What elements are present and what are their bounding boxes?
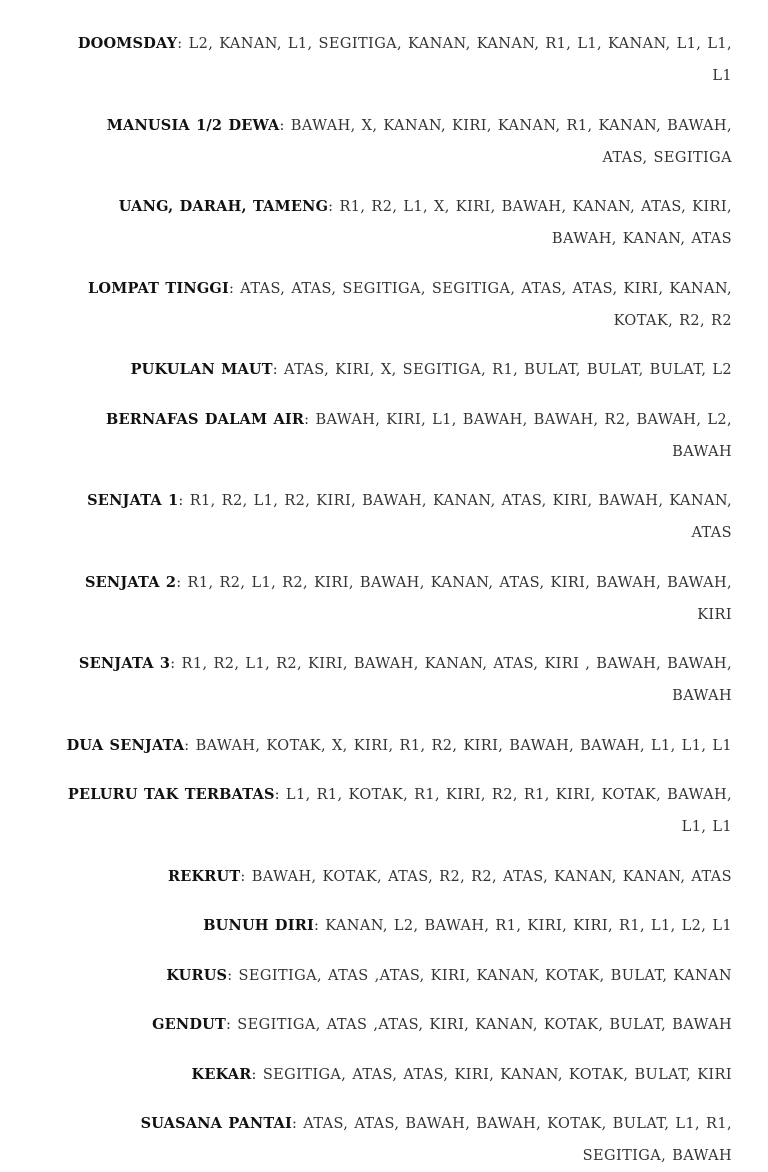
cheat-entry-uang-darah-tameng: UANG, DARAH, TAMENG: R1, R2, L1, X, KIRI, BAWAH, KANAN, ATAS, KIRI, BAWAH, KANAN, ATAS	[118, 198, 732, 247]
cheat-name: BERNAFAS DALAM AIR	[106, 410, 305, 428]
cheat-entry-bunuh-diri: BUNUH DIRI: KANAN, L2, BAWAH, R1, KIRI, KIRI, R1, L1, L2, L1	[203, 917, 732, 934]
cheat-entry-peluru-tak-terbatas: PELURU TAK TERBATAS: L1, R1, KOTAK, R1, KIRI, R2, R1, KIRI, KOTAK, BAWAH, L1, L1	[67, 786, 732, 835]
cheat-entry-doomsday: DOOMSDAY: L2, KANAN, L1, SEGITIGA, KANAN, KANAN, R1, L1, KANAN, L1, L1, L1	[77, 35, 732, 84]
cheat-name: PUKULAN MAUT	[130, 361, 273, 378]
cheat-code: KANAN, L2, BAWAH, R1, KIRI, KIRI, R1, L1, L2, L1	[325, 918, 732, 934]
cheat-code: R1, R2, L1, X, KIRI, BAWAH, KANAN, ATAS, KIRI, BAWAH, KANAN, ATAS	[339, 199, 732, 247]
cheat-code: BAWAH, KOTAK, ATAS, R2, R2, ATAS, KANAN, KANAN, ATAS	[251, 868, 732, 885]
cheat-name: BUNUH DIRI	[203, 917, 314, 934]
cheat-entry-pukulan-maut: PUKULAN MAUT: ATAS, KIRI, X, SEGITIGA, R1, BULAT, BULAT, BULAT, L2	[130, 361, 732, 378]
cheat-entry-kekar: KEKAR: SEGITIGA, ATAS, ATAS, KIRI, KANAN, KOTAK, BULAT, KIRI	[191, 1065, 732, 1083]
cheat-code: ATAS, ATAS, BAWAH, BAWAH, KOTAK, BULAT, L1, R1, SEGITIGA, BAWAH	[303, 1116, 732, 1164]
cheat-code: BAWAH, KIRI, L1, BAWAH, BAWAH, R2, BAWAH, L2, BAWAH	[315, 411, 732, 460]
cheat-code: R1, R2, L1, R2, KIRI, BAWAH, KANAN, ATAS, KIRI, BAWAH, BAWAH, KIRI	[187, 574, 732, 623]
cheat-code: BAWAH, KOTAK, X, KIRI, R1, R2, KIRI, BAWAH, BAWAH, L1, L1, L1	[195, 737, 732, 754]
cheat-code: SEGITIGA, ATAS, ATAS, KIRI, KANAN, KOTAK, BULAT, KIRI	[262, 1066, 732, 1083]
cheat-name: UANG, DARAH, TAMENG	[118, 198, 329, 215]
cheat-code: L1, R1, KOTAK, R1, KIRI, R2, R1, KIRI, KOTAK, BAWAH, L1, L1	[285, 787, 732, 835]
cheat-name: SENJATA 3	[78, 655, 171, 672]
cheat-entry-kurus: KURUS: SEGITIGA, ATAS ,ATAS, KIRI, KANAN, KOTAK, BULAT, KANAN	[166, 966, 732, 984]
cheat-name: SUASANA PANTAI	[140, 1115, 292, 1132]
cheat-entry-dua-senjata: DUA SENJATA: BAWAH, KOTAK, X, KIRI, R1, R2, KIRI, BAWAH, BAWAH, L1, L1, L1	[66, 736, 732, 754]
cheat-name: DOOMSDAY	[77, 35, 178, 52]
cheat-entry-manusia-setengah-dewa: MANUSIA 1/2 DEWA: BAWAH, X, KANAN, KIRI, KANAN, R1, KANAN, BAWAH, ATAS, SEGITIGA	[106, 116, 732, 166]
cheat-code: SEGITIGA, ATAS ,ATAS, KIRI, KANAN, KOTAK, BULAT, BAWAH	[237, 1017, 732, 1033]
cheat-entry-bernafas-dalam-air: BERNAFAS DALAM AIR: BAWAH, KIRI, L1, BAWAH, BAWAH, R2, BAWAH, L2, BAWAH	[106, 410, 732, 460]
cheat-name: KEKAR	[191, 1065, 252, 1083]
cheat-code: BAWAH, X, KANAN, KIRI, KANAN, R1, KANAN, BAWAH, ATAS, SEGITIGA	[290, 117, 732, 166]
cheat-entry-lompat-tinggi: LOMPAT TINGGI: ATAS, ATAS, SEGITIGA, SEGITIGA, ATAS, ATAS, KIRI, KANAN, KOTAK, R2, R2	[87, 279, 732, 329]
cheat-name: LOMPAT TINGGI	[87, 279, 229, 297]
cheat-code: ATAS, KIRI, X, SEGITIGA, R1, BULAT, BULAT, BULAT, L2	[284, 362, 732, 378]
cheat-name: SENJATA 2	[84, 573, 177, 591]
cheat-entry-senjata-1: SENJATA 1: R1, R2, L1, R2, KIRI, BAWAH, KANAN, ATAS, KIRI, BAWAH, KANAN, ATAS	[87, 492, 732, 541]
cheat-entry-senjata-3: SENJATA 3: R1, R2, L1, R2, KIRI, BAWAH, KANAN, ATAS, KIRI , BAWAH, BAWAH, BAWAH	[78, 655, 732, 704]
cheat-entry-suasana-pantai: SUASANA PANTAI: ATAS, ATAS, BAWAH, BAWAH, KOTAK, BULAT, L1, R1, SEGITIGA, BAWAH	[140, 1115, 732, 1164]
cheat-name: PELURU TAK TERBATAS	[67, 786, 275, 803]
cheat-name: GENDUT	[152, 1016, 226, 1033]
cheat-name: SENJATA 1	[87, 492, 179, 509]
cheat-entry-rekrut: REKRUT: BAWAH, KOTAK, ATAS, R2, R2, ATAS, KANAN, KANAN, ATAS	[168, 867, 732, 885]
cheat-code: R1, R2, L1, R2, KIRI, BAWAH, KANAN, ATAS, KIRI, BAWAH, KANAN, ATAS	[189, 493, 732, 541]
cheat-code: SEGITIGA, ATAS ,ATAS, KIRI, KANAN, KOTAK, BULAT, KANAN	[238, 967, 732, 984]
cheat-entry-senjata-2: SENJATA 2: R1, R2, L1, R2, KIRI, BAWAH, KANAN, ATAS, KIRI, BAWAH, BAWAH, KIRI	[84, 573, 732, 623]
cheat-name: DUA SENJATA	[66, 736, 185, 754]
cheat-code: R1, R2, L1, R2, KIRI, BAWAH, KANAN, ATAS, KIRI , BAWAH, BAWAH, BAWAH	[181, 656, 732, 704]
cheat-code: ATAS, ATAS, SEGITIGA, SEGITIGA, ATAS, ATAS, KIRI, KANAN, KOTAK, R2, R2	[240, 280, 732, 329]
cheat-name: REKRUT	[168, 867, 241, 885]
cheat-name: KURUS	[166, 966, 228, 984]
cheat-name: MANUSIA 1/2 DEWA	[106, 116, 280, 134]
cheat-entry-gendut: GENDUT: SEGITIGA, ATAS ,ATAS, KIRI, KANAN, KOTAK, BULAT, BAWAH	[152, 1016, 732, 1033]
cheat-code: L2, KANAN, L1, SEGITIGA, KANAN, KANAN, R1, L1, KANAN, L1, L1, L1	[188, 36, 732, 84]
